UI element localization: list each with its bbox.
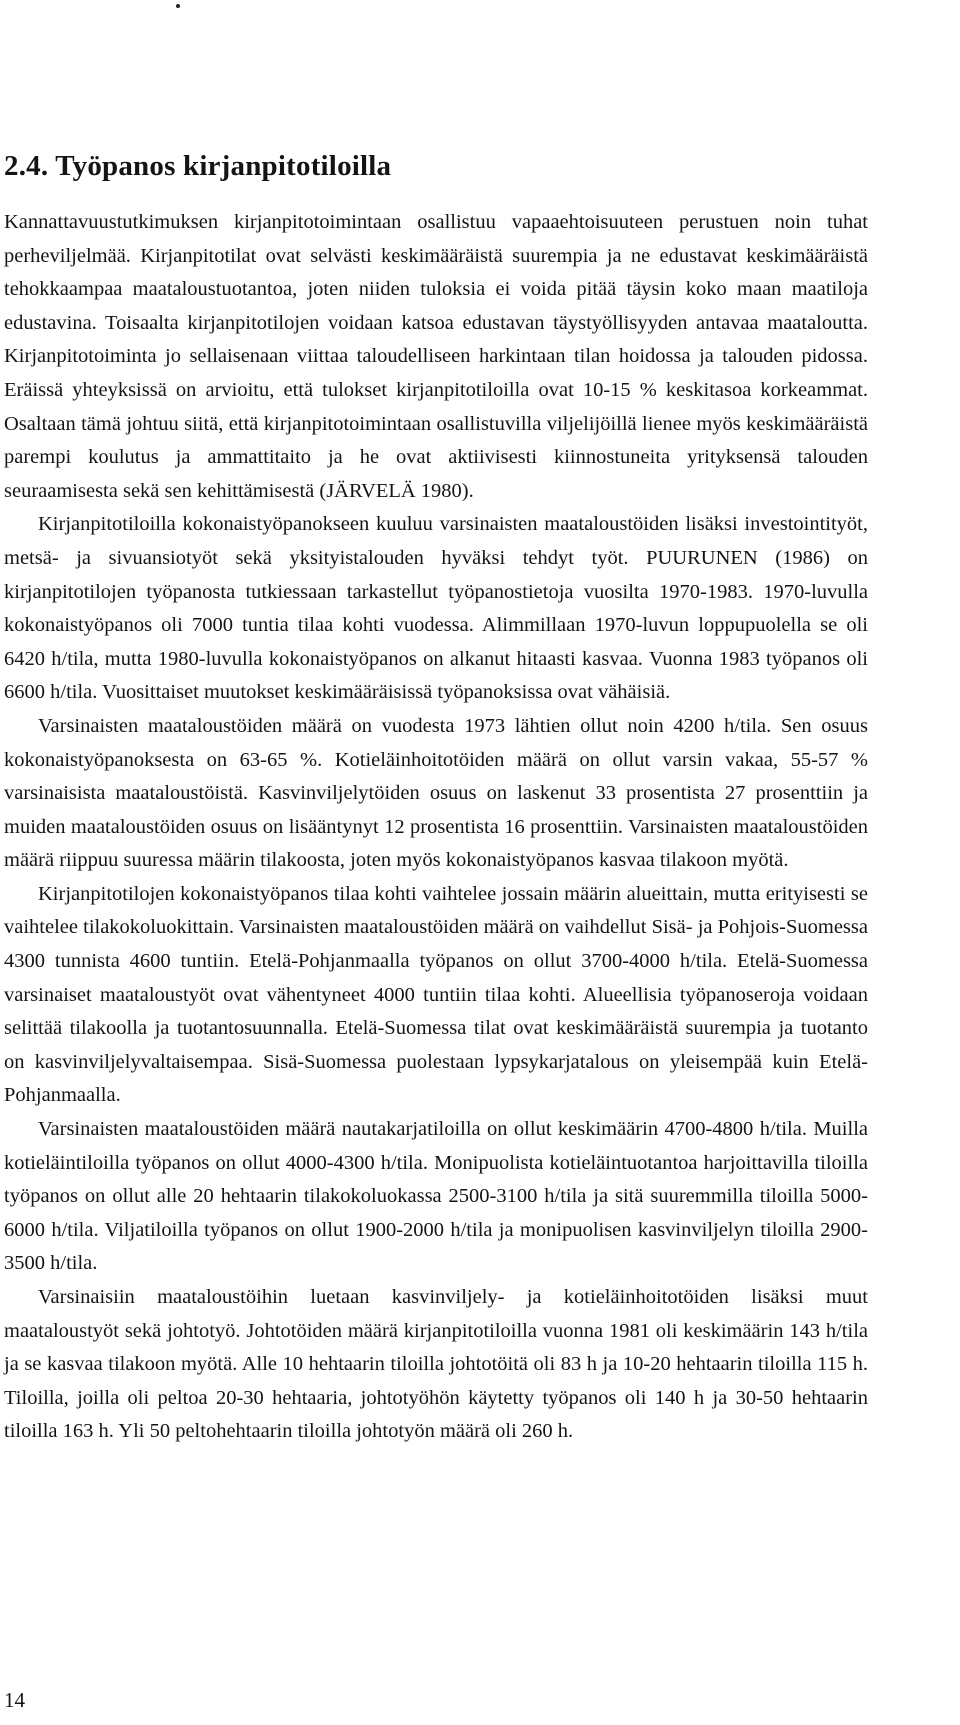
paragraph-2: Kirjanpitotiloilla kokonaistyöpanokseen kuuluu varsinaisten maataloustöiden lisäksi investointityöt, metsä- ja sivuansiotyöt sekä yksityistalouden hyväksi tehdyt työt. PUURUNEN (1986) on kirjanpitotilojen työpanosta tutkiessaan tarkastellut työpanostietoja vuosilta 1970-1983. 1970-luvulla kokonaistyöpanos oli 7000 tuntia tilaa kohti vuodessa. Alimmillaan 1970-luvun loppupuolella se oli 6420 h/tila, mutta 1980-luvulla kokonaistyöpanos on alkanut hitaasti kasvaa. Vuonna 1983 työpanos oli 6600 h/tila. Vuosittaiset muutokset keskimääräisissä työpanoksissa ovat vähäisiä. xyxy=(4,513,868,704)
body-text xyxy=(4,206,868,1449)
paragraph-3: Varsinaisten maataloustöiden määrä on vuodesta 1973 lähtien ollut noin 4200 h/tila. Sen osuus kokonaistyöpanoksesta on 63-65 %. Kotieläinhoitotöiden määrä on ollut varsin vakaa, 55-57 % varsinaisista maataloustöistä. Kasvinviljelytöiden osuus on laskenut 33 prosentista 27 prosenttiin ja muiden maataloustöiden osuus on lisääntynyt 12 prosentista 16 prosenttiin. Varsinaisten maataloustöiden määrä riippuu suuressa määrin tilakoosta, joten myös kokonaistyöpanos kasvaa tilakoon myötä. xyxy=(4,714,868,872)
scan-speck xyxy=(176,4,180,8)
paragraph-4: Kirjanpitotilojen kokonaistyöpanos tilaa kohti vaihtelee jossain määrin alueittain, mutta erityisesti se vaihtelee tilakokoluokittain. Varsinaisten maataloustöiden määrä on vaihdellut Sisä- ja Pohjois-Suomessa 4300 tunnista 4600 tuntiin. Etelä-Pohjanmaalla työpanos on ollut 3700-4000 h/tila. Etelä-Suomessa varsinaiset maataloustyöt ovat vähentyneet 4000 tuntiin tilaa kohti. Alueellisia työpanoseroja voidaan selittää tilakoolla ja tuotantosuunnalla. Etelä-Suomessa tilat ovat keskimääräistä suurempia ja tuotanto on kasvinviljelyvaltaisempaa. Sisä-Suomessa puolestaan lypsykarjatalous on yleisempää kuin Etelä-Pohjanmaalla. xyxy=(4,882,868,1107)
paragraph-1: Kannattavuustutkimuksen kirjanpitotoimintaan osallistuu vapaaehtoisuuteen perustuen noin tuhat perheviljelmää. Kirjanpitotilat ovat selvästi keskimääräistä suurempia ja ne edustavat keskimääräistä tehokkaampaa maataloustuotantoa, joten niiden tuloksia ei voida pitää täysin koko maan maatiloja edustavina. Toisaalta kirjanpitotilojen voidaan katsoa edustavan täystyöllisyyden antavaa maataloutta. Kirjanpitotoiminta jo sellaisenaan viittaa taloudelliseen harkintaan tilan hoidossa ja talouden pidossa. Eräissä yhteyksissä on arvioitu, että tulokset kirjanpitotiloilla ovat 10-15 % keskitasoa korkeammat. Osaltaan tämä johtuu siitä, että kirjanpitotoimintaan osallistuvilla viljelijöillä lienee myös keskimääräistä parempi koulutus ja ammattitaito ja he ovat aktiivisesti kiinnostuneita yrityksensä talouden seuraamisesta sekä sen kehittämisestä (JÄRVELÄ 1980). xyxy=(4,211,868,502)
section-heading: 2.4. Työpanos kirjanpitotiloilla xyxy=(4,150,392,182)
paragraph-5: Varsinaisten maataloustöiden määrä nautakarjatiloilla on ollut keskimäärin 4700-4800 h/tila. Muilla kotieläintiloilla työpanos on ollut 4000-4300 h/tila. Monipuolista kotieläintuotantoa harjoittavilla tiloilla työpanos on ollut alle 20 hehtaarin tilakokoluokassa 2500-3100 h/tila ja sitä suuremmilla tiloilla 5000-6000 h/tila. Viljatiloilla työpanos on ollut 1900-2000 h/tila ja monipuolisen kasvinviljelyn tiloilla 2900-3500 h/tila. xyxy=(4,1118,868,1275)
page-number: 14 xyxy=(4,1688,25,1712)
paragraph-6: Varsinaisiin maataloustöihin luetaan kasvinviljely- ja kotieläinhoitotöiden lisäksi muut maataloustyöt sekä johtotyö. Johtotöiden määrä kirjanpitotiloilla vuonna 1981 oli keskimäärin 143 h/tila ja se kasvaa tilakoon myötä. Alle 10 hehtaarin tiloilla johtotöitä oli 83 h ja 10-20 hehtaarin tiloilla 115 h. Tiloilla, joilla oli peltoa 20-30 hehtaaria, johtotyöhön käytetty työpanos oli 140 h ja 30-50 hehtaarin tiloilla 163 h. Yli 50 peltohehtaarin tiloilla johtotyön määrä oli 260 h. xyxy=(4,1286,868,1443)
